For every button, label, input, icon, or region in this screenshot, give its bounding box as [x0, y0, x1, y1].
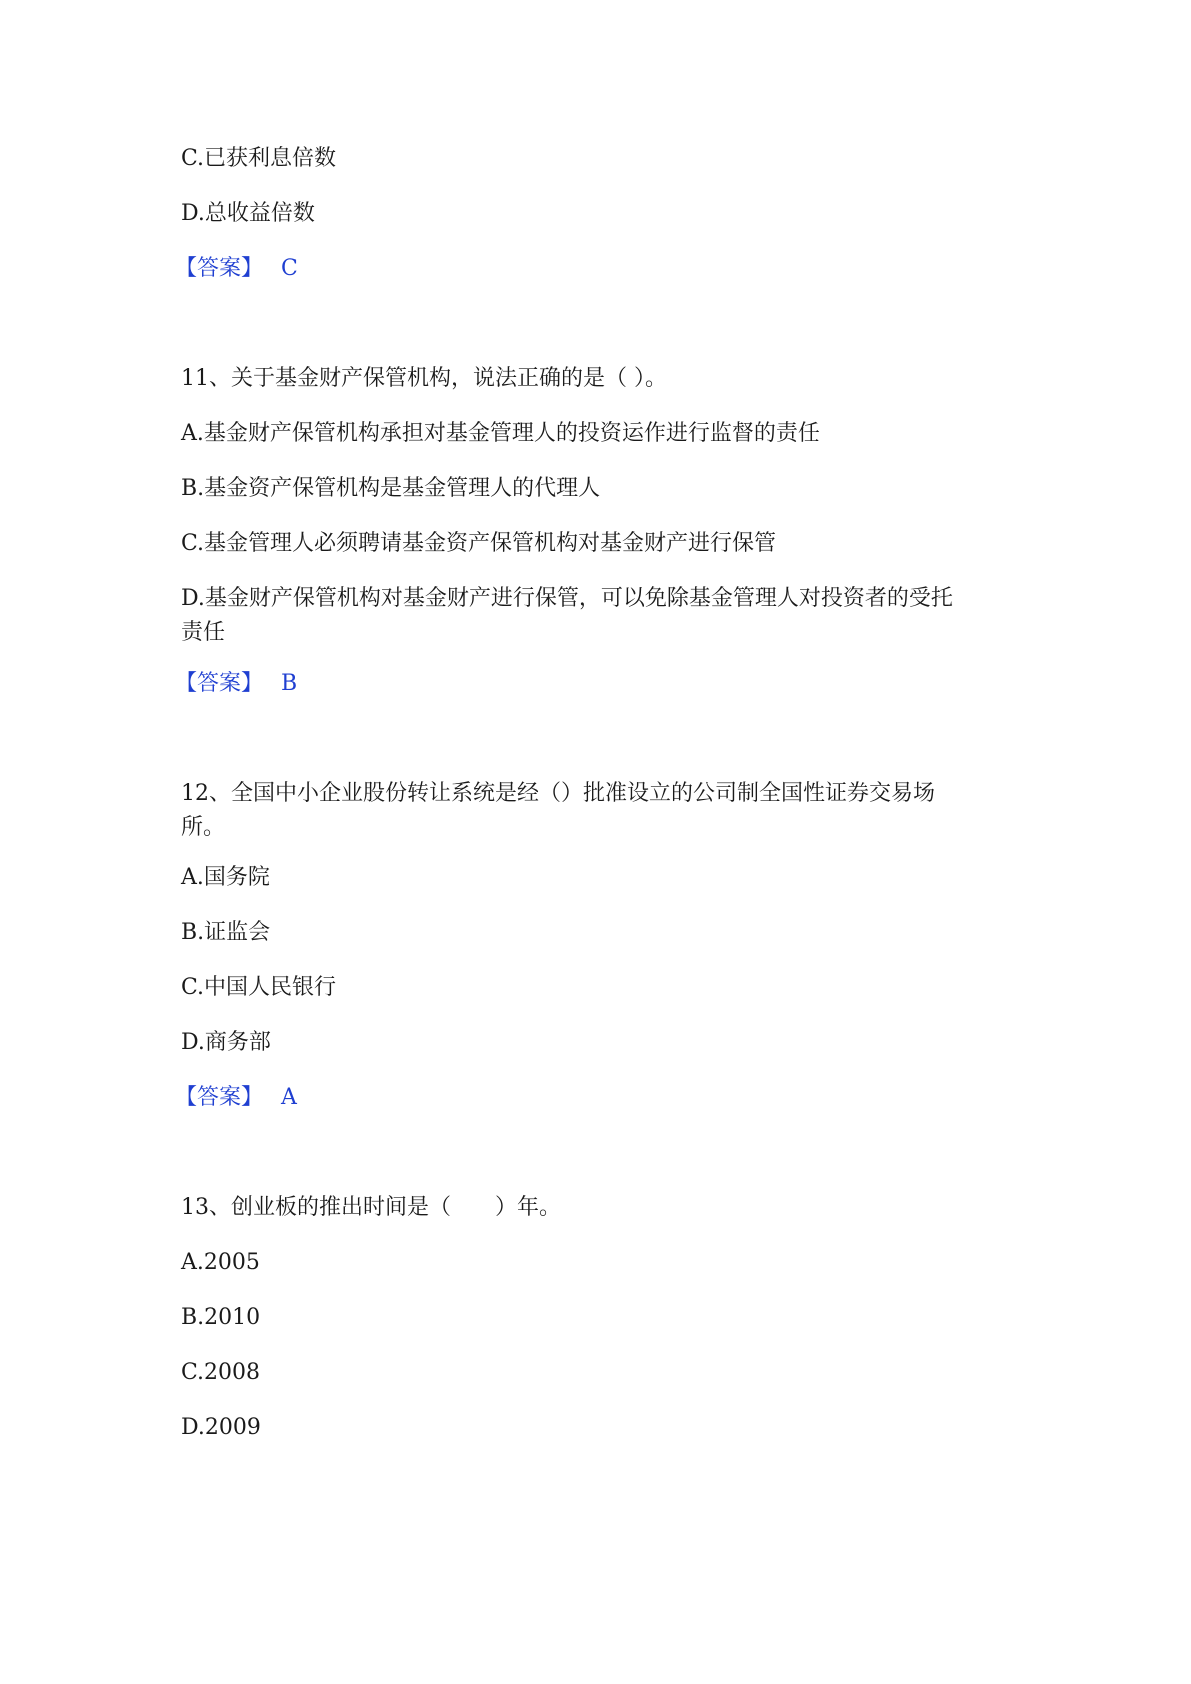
question-stem: 12、全国中小企业股份转让系统是经（）批准设立的公司制全国性证券交易场所。 — [181, 781, 935, 840]
option-b: B.2010 — [181, 1305, 261, 1330]
answer-label: 【答案】 — [175, 671, 264, 696]
option-a: A.国务院 — [181, 865, 270, 890]
option-d: D.2009 — [181, 1415, 261, 1440]
answer-line — [175, 252, 1011, 286]
answer-label: 【答案】 — [175, 256, 264, 281]
option-d: D.基金财产保管机构对基金财产进行保管，可以免除基金管理人对投资者的受托责任 — [181, 586, 953, 645]
option-a: A.2005 — [181, 1250, 260, 1275]
option-b: B.基金资产保管机构是基金管理人的代理人 — [181, 476, 601, 501]
option-b: B.证监会 — [181, 920, 271, 945]
option-c: C.2008 — [181, 1360, 261, 1385]
option-d: D.总收益倍数 — [181, 201, 315, 226]
answer-value: B — [281, 671, 298, 696]
answer-line — [175, 667, 1011, 701]
answer-value: A — [281, 1085, 297, 1110]
option-c: C.已获利息倍数 — [181, 146, 337, 171]
option-a: A.基金财产保管机构承担对基金管理人的投资运作进行监督的责任 — [181, 421, 820, 446]
answer-value: C — [281, 256, 298, 281]
question-stem: 11、关于基金财产保管机构，说法正确的是（ ）。 — [181, 366, 667, 391]
option-c: C.基金管理人必须聘请基金资产保管机构对基金财产进行保管 — [181, 531, 777, 556]
option-d: D.商务部 — [181, 1030, 271, 1055]
answer-label: 【答案】 — [175, 1085, 264, 1110]
option-c: C.中国人民银行 — [181, 975, 337, 1000]
answer-line — [175, 1081, 1011, 1115]
question-stem: 13、创业板的推出时间是（ ）年。 — [181, 1195, 561, 1220]
